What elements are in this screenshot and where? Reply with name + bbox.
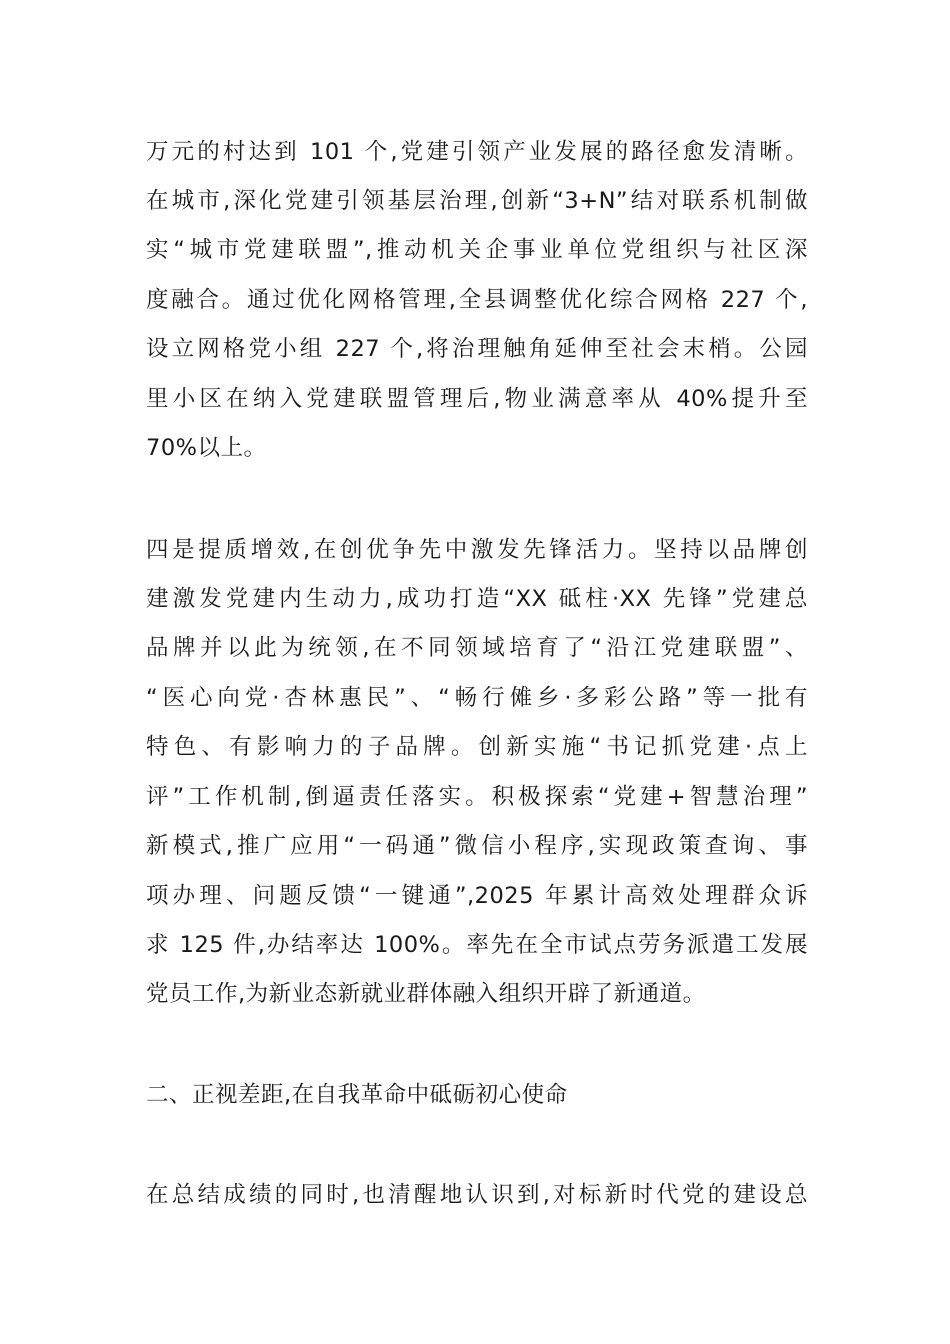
paragraph-2-line-5: 特色、有影响力的子品牌。创新实施“书记抓党建·点上 [146,734,808,760]
paragraph-2-line-7: 新模式,推广应用“一码通”微信小程序,实现政策查询、事 [146,833,808,859]
paragraph-1-line-1: 万元的村达到 101 个,党建引领产业发展的路径愈发清晰。 [146,139,808,165]
paragraph-1-line-4: 度融合。通过优化网格管理,全县调整优化综合网格 227 个, [146,287,808,313]
paragraph-2-line-10: 党员工作,为新业态新就业群体融入组织开辟了新通道。 [146,981,706,1007]
paragraph-2-line-2: 建激发党建内生动力,成功打造“XX 砥柱·XX 先锋”党建总 [146,586,808,612]
section-heading: 二、正视差距,在自我革命中砥砺初心使命 [146,1082,568,1108]
paragraph-2-line-1: 四是提质增效,在创优争先中激发先锋活力。坚持以品牌创 [146,537,808,563]
paragraph-1-line-7: 70%以上。 [146,435,267,461]
paragraph-1-line-6: 里小区在纳入党建联盟管理后,物业满意率从 40%提升至 [146,386,808,412]
paragraph-1-line-2: 在城市,深化党建引领基层治理,创新“3+N”结对联系机制做 [146,188,808,214]
paragraph-2-line-9: 求 125 件,办结率达 100%。率先在全市试点劳务派遣工发展 [146,932,808,958]
paragraph-2-line-6: 评”工作机制,倒逼责任落实。积极探索“党建+智慧治理” [146,784,808,810]
paragraph-1-line-3: 实“城市党建联盟”,推动机关企事业单位党组织与社区深 [146,237,808,263]
paragraph-2-line-8: 项办理、问题反馈“一键通”,2025 年累计高效处理群众诉 [146,883,808,909]
paragraph-1-line-5: 设立网格党小组 227 个,将治理触角延伸至社会末梢。公园 [146,336,808,362]
paragraph-2-line-3: 品牌并以此为统领,在不同领域培育了“沿江党建联盟”、 [146,635,808,661]
paragraph-2-line-4: “医心向党·杏林惠民”、“畅行傩乡·多彩公路”等一批有 [146,685,808,711]
paragraph-3-line-1: 在总结成绩的同时,也清醒地认识到,对标新时代党的建设总 [146,1182,808,1208]
